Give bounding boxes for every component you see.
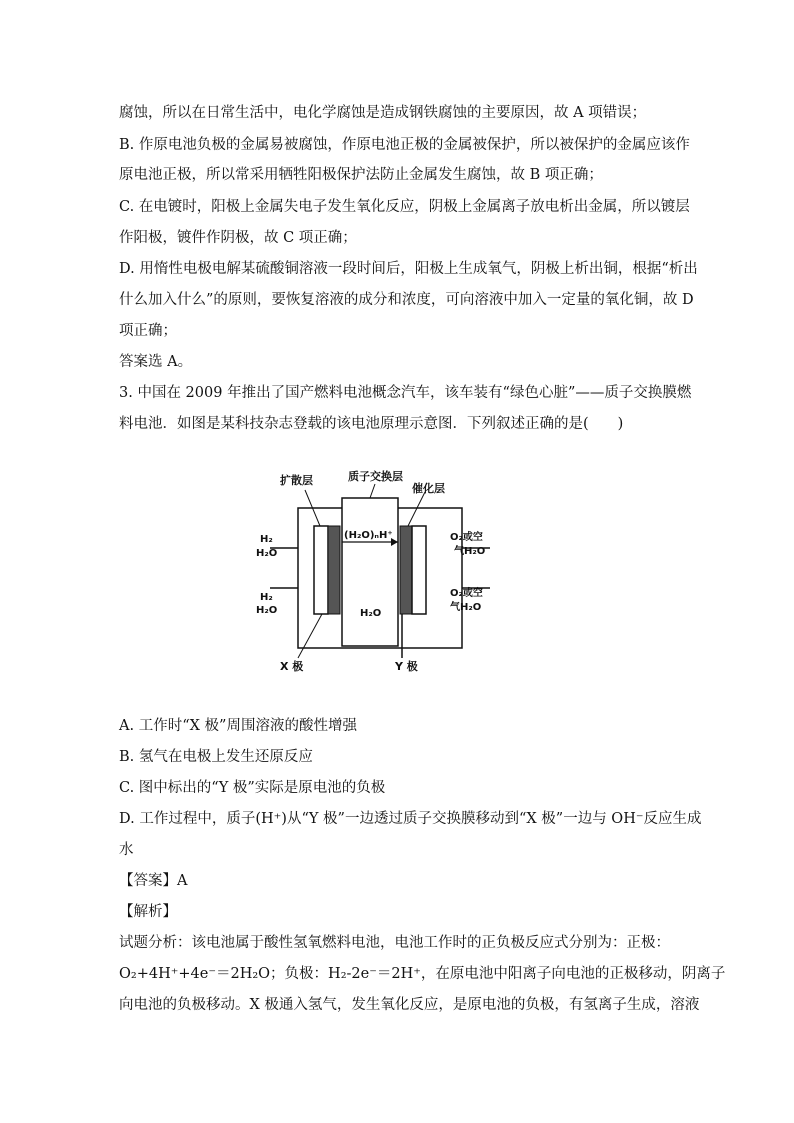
paragraph-line: 什么加入什么”的原则，要恢复溶液的成分和浓度，可向溶液中加入一定量的氧化铜，故 D xyxy=(119,292,694,308)
label-catalyst: 催化层 xyxy=(412,482,445,495)
question-stem: 料电池．如图是某科技杂志登载的该电池原理示意图．下列叙述正确的是( ) xyxy=(119,416,624,432)
label-h2o-bottom: H₂O xyxy=(256,605,278,616)
label-o2-top: O₂或空 xyxy=(450,532,483,543)
option-d: D. 工作过程中，质子(H⁺)从“Y 极”一边透过质子交换膜移动到“X 极”一边与 OH⁻反应生成 xyxy=(119,811,702,827)
paragraph-line: C. 在电镀时，阳极上金属失电子发生氧化反应，阴极上金属离子放电析出金属，所以镀层 xyxy=(119,199,690,215)
paragraph-line: 腐蚀，所以在日常生活中，电化学腐蚀是造成钢铁腐蚀的主要原因，故 A 项错误； xyxy=(119,105,647,121)
option-a: A. 工作时“X 极”周围溶液的酸性增强 xyxy=(119,718,357,734)
paragraph-line: D. 用惰性电极电解某硫酸铜溶液一段时间后，阳极上生成氧气，阴极上析出铜，根据“析出 xyxy=(119,261,698,277)
answer-label: 【答案】A xyxy=(119,873,188,889)
option-b: B. 氢气在电极上发生还原反应 xyxy=(119,749,313,765)
label-h2-bottom: H₂ xyxy=(260,592,273,603)
analysis-line: 试题分析：该电池属于酸性氢氧燃料电池，电池工作时的正负极反应式分别为：正极： xyxy=(119,935,670,951)
label-diffusion: 扩散层 xyxy=(280,474,313,487)
analysis-line: 向电池的负极移动。X 极通入氢气，发生氧化反应，是原电池的负极，有氢离子生成，溶液 xyxy=(119,997,700,1013)
analysis-title: 【解析】 xyxy=(119,904,177,920)
label-water: H₂O xyxy=(360,608,382,619)
label-membrane: 质子交换层 xyxy=(348,470,403,483)
label-o2-bottom: O₂或空 xyxy=(450,588,483,599)
label-o2-top-2: 气H₂O xyxy=(454,546,486,557)
label-o2-bottom-2: 气H₂O xyxy=(450,602,482,613)
label-y-electrode: Y 极 xyxy=(395,660,418,673)
label-proton: (H₂O)ₙH⁺ xyxy=(344,530,393,541)
label-x-electrode: X 极 xyxy=(280,660,304,673)
paragraph-line: B. 作原电池负极的金属易被腐蚀，作原电池正极的金属被保护，所以被保护的金属应该作 xyxy=(119,137,690,153)
paragraph-line: 原电池正极，所以常采用牺牲阳极保护法防止金属发生腐蚀，故 B 项正确； xyxy=(119,167,603,183)
option-c: C. 图中标出的“Y 极”实际是原电池的负极 xyxy=(119,780,386,796)
fuel-cell-diagram xyxy=(250,470,510,680)
paragraph-line: 项正确； xyxy=(119,323,177,339)
answer-line: 答案选 A。 xyxy=(119,354,193,370)
option-d-continued: 水 xyxy=(119,842,134,858)
label-h2o-top: H₂O xyxy=(256,548,278,559)
question-stem: 3. 中国在 2009 年推出了国产燃料电池概念汽车，该车装有“绿色心脏”——质子交换膜燃 xyxy=(119,385,692,401)
label-h2-top: H₂ xyxy=(260,534,273,545)
analysis-line: O₂+4H⁺+4e⁻＝2H₂O；负极：H₂-2e⁻＝2H⁺，在原电池中阳离子向电池的正极移动，阴离子 xyxy=(119,966,726,982)
paragraph-line: 作阳极，镀件作阴极，故 C 项正确； xyxy=(119,230,357,246)
